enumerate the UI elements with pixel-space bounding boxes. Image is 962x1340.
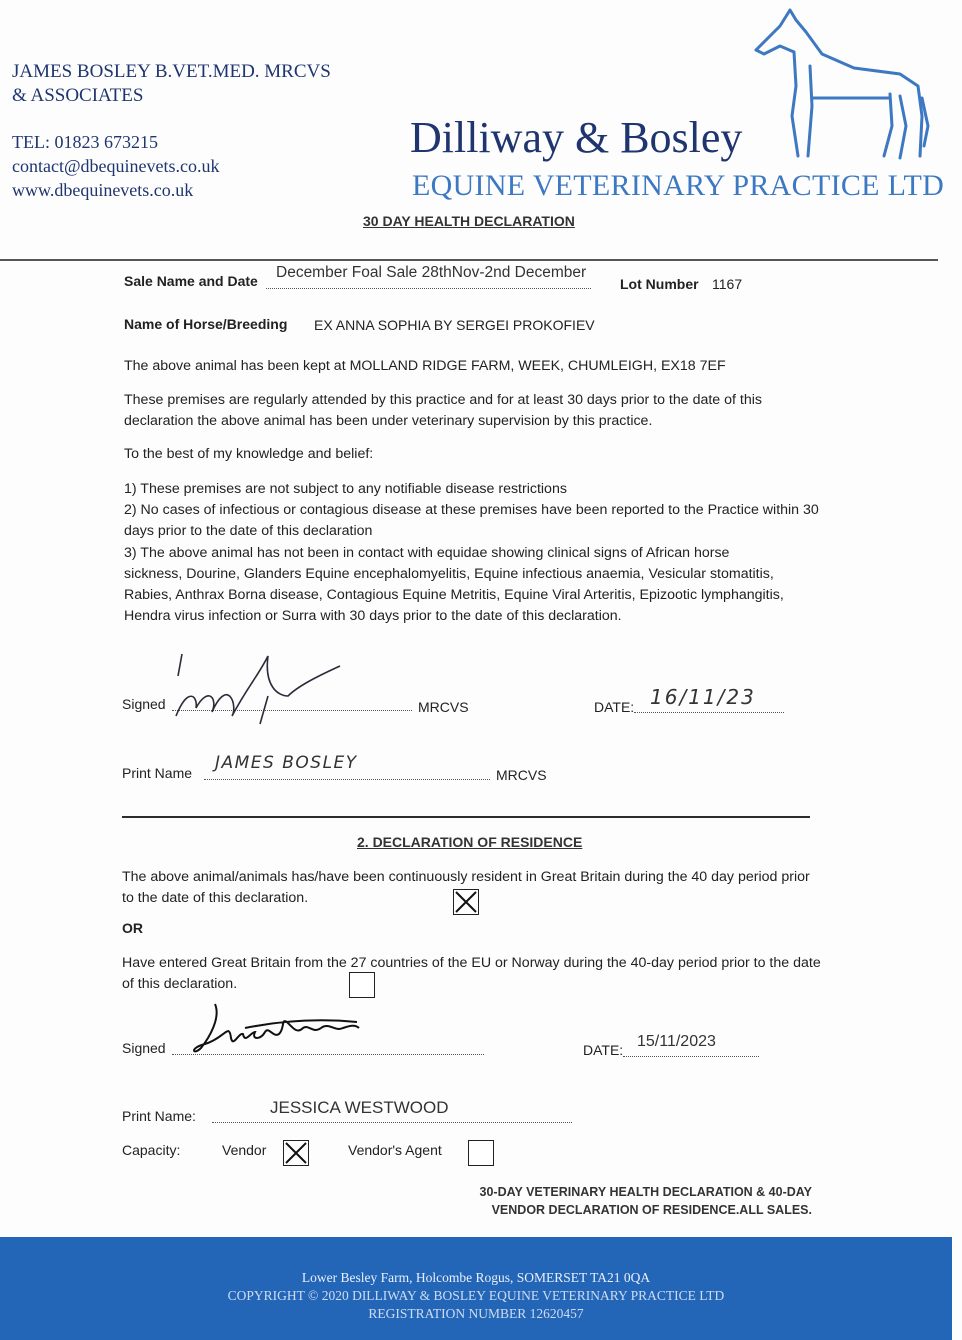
practice-tel: TEL: 01823 673215 bbox=[12, 132, 158, 152]
knowledge-text: To the best of my knowledge and belief: bbox=[124, 446, 374, 462]
vet-signed-label: Signed bbox=[122, 696, 166, 712]
vendor-print-label: Print Name: bbox=[122, 1108, 196, 1124]
agent-label: Vendor's Agent bbox=[348, 1142, 442, 1158]
point-1: 1) These premises are not subject to any notifiable disease restrictions bbox=[124, 481, 567, 497]
vet-date-value: 16/11/23 bbox=[650, 685, 756, 709]
note-line2: VENDOR DECLARATION OF RESIDENCE.ALL SALES. bbox=[491, 1203, 812, 1217]
brand-name: Dilliway & Bosley bbox=[410, 113, 743, 162]
lot-label: Lot Number bbox=[620, 276, 699, 292]
footer-registration: REGISTRATION NUMBER 12620457 bbox=[368, 1306, 584, 1321]
vendor-checkbox[interactable] bbox=[283, 1140, 309, 1166]
vet-print-label: Print Name bbox=[122, 765, 193, 781]
practice-contact bbox=[12, 130, 220, 202]
residence-option1-checkbox[interactable] bbox=[453, 889, 479, 915]
footer-address: Lower Besley Farm, Holcombe Rogus, SOMERSET TA21 0QA bbox=[301, 1270, 651, 1285]
brand-subtitle: EQUINE VETERINARY PRACTICE LTD bbox=[412, 169, 945, 202]
residence-option1: The above animal/animals has/have been continuously resident in Great Britain during the 40 day period prior to the date of this declaration. bbox=[122, 869, 810, 906]
practice-details bbox=[12, 60, 331, 108]
sale-label: Sale Name and Date bbox=[124, 273, 258, 289]
practice-email: contact@dbequinevets.co.uk bbox=[12, 156, 220, 176]
lot-value: 1167 bbox=[712, 276, 743, 292]
vendor-date-value: 15/11/2023 bbox=[637, 1033, 716, 1050]
footer-copyright: COPYRIGHT © 2020 DILLIWAY & BOSLEY EQUINE VETERINARY PRACTICE LTD bbox=[227, 1288, 725, 1303]
vet-print-value: JAMES BOSLEY bbox=[215, 753, 358, 773]
premises-text: These premises are regularly attended by this practice and for at least 30 days prior to the date of this declaration the above animal has been under veterinary supervision by this practice. bbox=[124, 392, 762, 429]
header-divider bbox=[0, 259, 938, 261]
declaration-note bbox=[420, 1183, 812, 1219]
section1-title: 30 DAY HEALTH DECLARATION bbox=[363, 213, 575, 229]
note-line1: 30-DAY VETERINARY HEALTH DECLARATION & 40-DAY bbox=[479, 1185, 812, 1199]
check-cross-icon bbox=[454, 890, 478, 914]
vet-print-suffix: MRCVS bbox=[496, 767, 547, 783]
point-3: 3) The above animal has not been in contact with equidae showing clinical signs of African horse sickness, Dourine, Glanders Equine encephalomyelitis, Equine infectious anaemia, Vesicular stomatitis, Rabies, Anthrax Borna disease, Contagious Equine Metritis, Equine Viral Arteritis, Epizootic lymphangitis, Hendra virus infection or Surra with 30 days prior to the date of this declaration. bbox=[124, 545, 784, 624]
vendor-print-value: JESSICA WESTWOOD bbox=[270, 1098, 449, 1117]
vet-signature-icon bbox=[168, 646, 348, 726]
point-2: 2) No cases of infectious or contagious disease at these premises have been reported to the Practice within 30 days prior to the date of this declaration bbox=[124, 502, 819, 539]
horse-value: EX ANNA SOPHIA BY SERGEI PROKOFIEV bbox=[314, 317, 595, 333]
capacity-label: Capacity: bbox=[122, 1142, 181, 1158]
vendor-signed-label: Signed bbox=[122, 1040, 166, 1056]
vendor-date-label: DATE: bbox=[583, 1042, 624, 1058]
practice-website: www.dbequinevets.co.uk bbox=[12, 180, 194, 200]
agent-checkbox[interactable] bbox=[468, 1140, 494, 1166]
residence-option2-checkbox[interactable] bbox=[349, 972, 375, 998]
horse-label: Name of Horse/Breeding bbox=[124, 316, 288, 332]
practice-name-line2: & ASSOCIATES bbox=[12, 85, 144, 106]
practice-name-line1: JAMES BOSLEY B.VET.MED. MRCVS bbox=[12, 61, 331, 82]
sale-value: December Foal Sale 28thNov-2nd December bbox=[276, 264, 587, 281]
or-label: OR bbox=[122, 920, 143, 936]
vet-date-label: DATE: bbox=[594, 699, 635, 715]
section2-title: 2. DECLARATION OF RESIDENCE bbox=[357, 834, 583, 850]
kept-at-text: The above animal has been kept at MOLLAND RIDGE FARM, WEEK, CHUMLEIGH, EX18 7EF bbox=[124, 358, 726, 374]
horse-logo-icon bbox=[750, 6, 930, 168]
vendor-label: Vendor bbox=[222, 1142, 267, 1158]
residence-option2: Have entered Great Britain from the 27 countries of the EU or Norway during the 40-day period prior to the date of this declaration. bbox=[122, 955, 821, 992]
vendor-signature-icon bbox=[185, 998, 365, 1058]
check-cross-icon bbox=[284, 1141, 308, 1165]
section-divider bbox=[122, 816, 810, 818]
footer bbox=[0, 1237, 952, 1340]
vet-signed-suffix: MRCVS bbox=[418, 699, 469, 715]
